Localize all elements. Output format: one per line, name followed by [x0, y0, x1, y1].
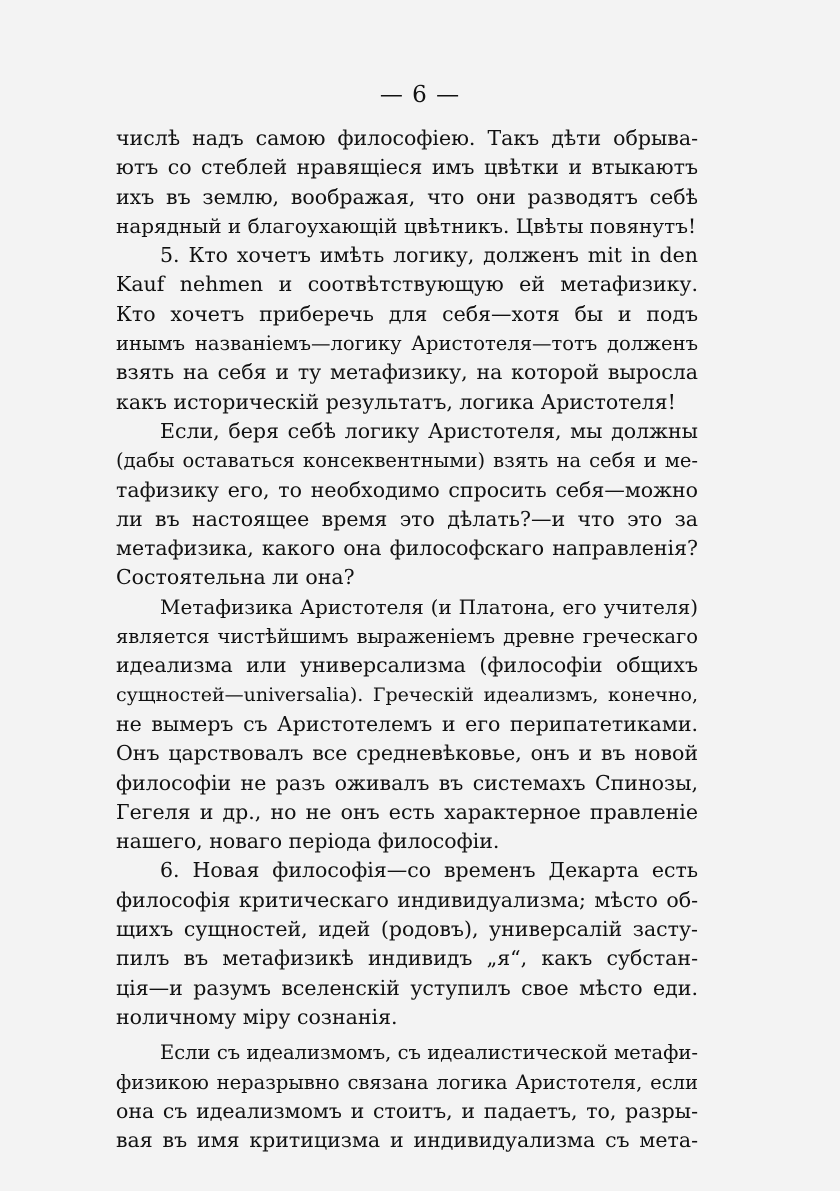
text-line: числѣ надъ самою философіею. Такъ дѣти обрыва-	[116, 126, 698, 150]
text-line: Если съ идеализмомъ, съ идеалистической метафи-	[160, 1041, 698, 1065]
page-body-text	[116, 124, 698, 1155]
text-line: не вымеръ съ Аристотелемъ и его перипатетиками.	[116, 711, 698, 736]
text-line: Онъ царствовалъ все средневѣковье, онъ и въ новой	[116, 741, 698, 766]
text-line: 6. Новая философія—со временъ Декарта есть	[160, 858, 698, 883]
text-line: ютъ со стеблей нравящіеся имъ цвѣтки и втыкаютъ	[116, 155, 698, 180]
text-line: тафизику его, то необходимо спросить себя—можно	[116, 477, 698, 502]
text-line: Кто хочетъ приберечь для себя—хотя бы и подъ	[116, 301, 698, 326]
text-line: нашего, новаго періода философіи.	[116, 829, 500, 854]
text-line: метафизика, какого она философскаго направленія?	[116, 536, 698, 561]
text-line: 5. Кто хочетъ имѣть логику, долженъ mit in den	[160, 243, 698, 268]
text-line: она съ идеализмомъ и стоитъ, и падаетъ, то, разры-	[116, 1098, 698, 1123]
text-line: идеализма или универсализма (философіи общихъ	[116, 653, 698, 678]
text-line: Метафизика Аристотеля (и Платона, его учителя)	[160, 594, 698, 619]
text-line: вая въ имя критицизма и индивидуализма съ мета-	[116, 1128, 698, 1153]
page-number-header: — 6 —	[379, 82, 461, 108]
text-line: какъ историческій результатъ, логика Аристотеля!	[116, 389, 676, 414]
text-line: пилъ въ метафизикѣ индивидъ „я“, какъ субстан-	[116, 946, 698, 971]
text-line: Kauf nehmen и соотвѣтствующую ей метафизику.	[116, 272, 698, 297]
text-line: философіи не разъ оживалъ въ системахъ Спинозы,	[116, 770, 698, 795]
text-line: является чистѣйшимъ выраженіемъ древне греческаго	[116, 625, 698, 649]
text-line: ли въ настоящее время это дѣлать?—и что это за	[116, 506, 698, 531]
text-line: взять на себя и ту метафизику, на которой выросла	[116, 360, 698, 385]
text-line: ноличному міру сознанія.	[116, 1004, 398, 1029]
text-line: (дабы оставаться консеквентными) взять на себя и ме-	[116, 449, 698, 473]
text-line: ихъ въ землю, воображая, что они разводятъ себѣ	[116, 184, 698, 209]
text-line: ція—и разумъ вселенскій уступилъ свое мѣсто еди.	[116, 975, 698, 1000]
text-line: нарядный и благоухающій цвѣтникъ. Цвѣты повянутъ!	[116, 213, 696, 238]
text-line: сущностей—universalia). Греческій идеализмъ, конечно,	[116, 683, 698, 706]
text-line: философія критическаго индивидуализма; мѣсто об-	[116, 887, 698, 912]
text-line: Состоятельна ли она?	[116, 565, 355, 590]
text-line: щихъ сущностей, идей (родовъ), универсалій засту-	[116, 917, 698, 942]
text-line: Если, беря себѣ логику Аристотеля, мы должны	[160, 418, 698, 443]
text-line: физикою неразрывно связана логика Аристотеля, если	[116, 1070, 698, 1094]
text-line: инымъ названіемъ—логику Аристотеля—тотъ долженъ	[116, 332, 698, 356]
text-line: Гегеля и др., но не онъ есть характерное правленіе	[116, 799, 698, 824]
